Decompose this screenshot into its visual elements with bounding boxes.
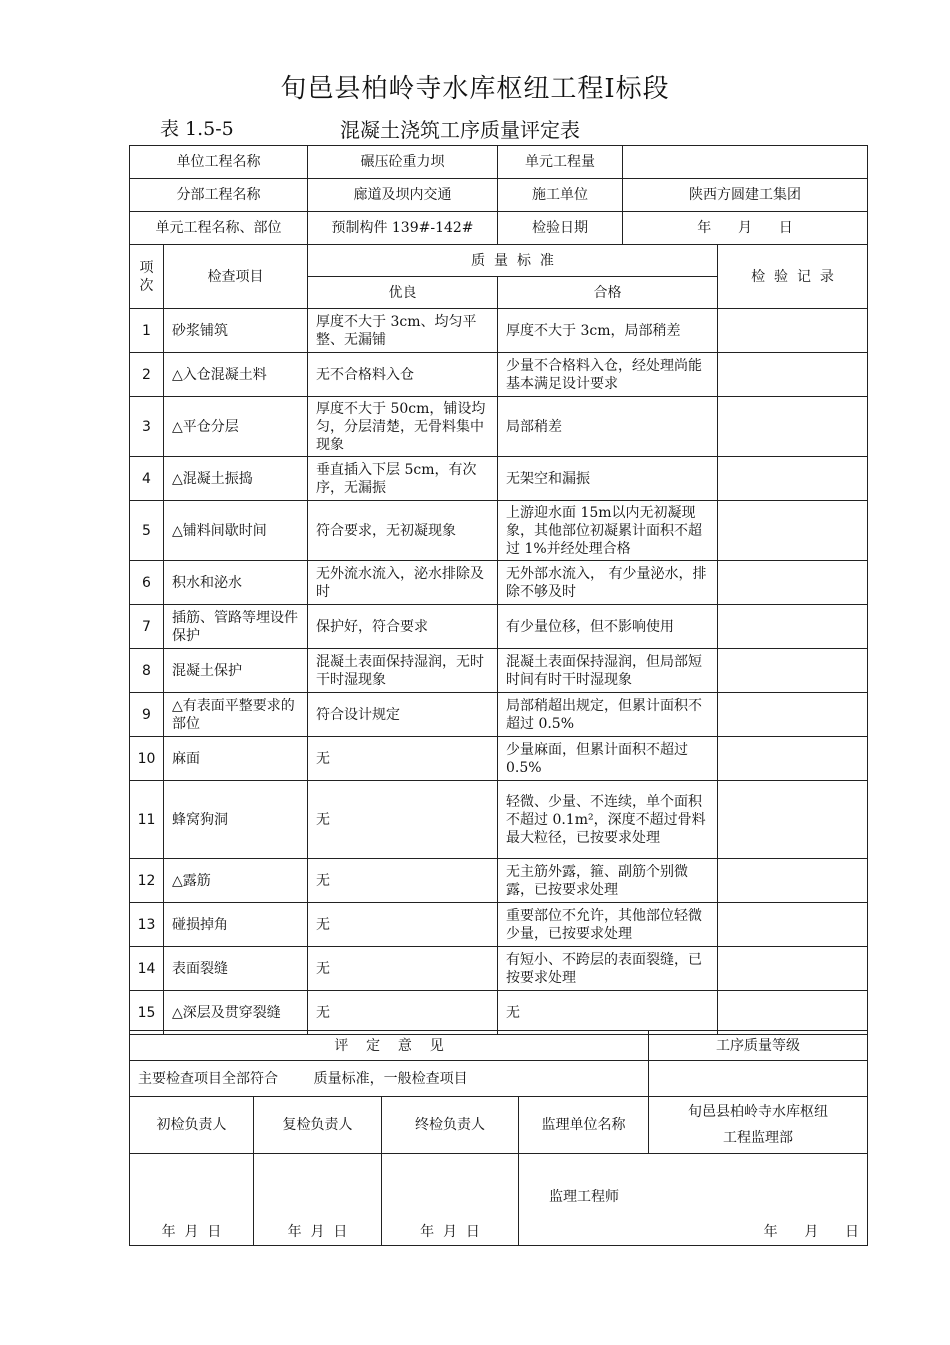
table-row	[130, 457, 868, 501]
row-excellent: 无	[308, 947, 498, 991]
first-inspector-date: 年 月 日	[130, 1154, 254, 1246]
row-excellent: 垂直插入下层 5cm，有次序，无漏振	[308, 457, 498, 501]
row-qualified: 有少量位移，但不影响使用	[498, 605, 718, 649]
row-excellent: 保护好，符合要求	[308, 605, 498, 649]
table-row	[130, 501, 868, 561]
grade-value	[649, 1061, 868, 1097]
row-record	[718, 859, 868, 903]
row-qualified: 少量麻面，但累计面积不超过 0.5%	[498, 737, 718, 781]
row-record	[718, 947, 868, 991]
row-record	[718, 991, 868, 1035]
final-inspector-date: 年 月 日	[382, 1154, 519, 1246]
row-excellent: 无	[308, 859, 498, 903]
row-qualified: 局部稍差	[498, 397, 718, 457]
row-no: 2	[130, 353, 164, 397]
supervisor-date: 年 月 日	[763, 1224, 860, 1240]
row-item: △有表面平整要求的部位	[164, 693, 308, 737]
quality-evaluation-table	[129, 145, 868, 1035]
row-excellent: 厚度不大于 3cm、均匀平整、无漏铺	[308, 309, 498, 353]
document-title: 旬邑县柏岭寺水库枢纽工程Ⅰ标段	[280, 74, 670, 104]
row-no: 10	[130, 737, 164, 781]
row-no: 4	[130, 457, 164, 501]
row-qualified: 混凝土表面保持湿润，但局部短时间有时干时湿现象	[498, 649, 718, 693]
col-item-header: 检查项目	[164, 245, 308, 309]
row-excellent: 符合设计规定	[308, 693, 498, 737]
row-item: 表面裂缝	[164, 947, 308, 991]
table-row	[130, 397, 868, 457]
row-no: 14	[130, 947, 164, 991]
row-item: 麻面	[164, 737, 308, 781]
row-excellent: 无	[308, 903, 498, 947]
col-no-header: 项次	[130, 245, 164, 309]
second-inspector-label: 复检负责人	[254, 1097, 382, 1154]
row-record	[718, 457, 868, 501]
row-record	[718, 309, 868, 353]
element-label: 单元工程名称、部位	[130, 212, 308, 245]
row-excellent: 厚度不大于 50cm，铺设均匀，分层清楚，无骨料集中现象	[308, 397, 498, 457]
row-qualified: 厚度不大于 3cm，局部稍差	[498, 309, 718, 353]
row-record	[718, 737, 868, 781]
unit-project-label: 单位工程名称	[130, 146, 308, 179]
supervisor-engineer-label: 监理工程师	[549, 1189, 619, 1205]
row-excellent: 无不合格料入仓	[308, 353, 498, 397]
row-qualified: 无主筋外露，箍、副筋个别微露，已按要求处理	[498, 859, 718, 903]
row-item: 蜂窝狗洞	[164, 781, 308, 859]
supervisor-unit-label: 监理单位名称	[519, 1097, 649, 1154]
row-qualified: 重要部位不允许，其他部位轻微少量，已按要求处理	[498, 903, 718, 947]
inspect-date-label: 检验日期	[498, 212, 623, 245]
table-row	[130, 991, 868, 1035]
row-no: 11	[130, 781, 164, 859]
col-excellent-header: 优良	[308, 277, 498, 309]
contractor-label: 施工单位	[498, 179, 623, 212]
grade-label: 工序质量等级	[649, 1031, 868, 1061]
row-excellent: 无	[308, 781, 498, 859]
supervisor-sign-cell	[519, 1154, 868, 1246]
table-row	[130, 693, 868, 737]
second-inspector-date: 年 月 日	[254, 1154, 382, 1246]
row-item: △深层及贯穿裂缝	[164, 991, 308, 1035]
opinion-label: 评 定 意 见	[130, 1031, 649, 1061]
row-record	[718, 781, 868, 859]
row-record	[718, 605, 868, 649]
row-qualified: 有短小、不跨层的表面裂缝，已按要求处理	[498, 947, 718, 991]
row-record	[718, 397, 868, 457]
table-row	[130, 903, 868, 947]
col-standard-header: 质 量 标 准	[308, 245, 718, 277]
row-item: △露筋	[164, 859, 308, 903]
table-number: 表 1.5-5	[160, 118, 234, 140]
row-no: 13	[130, 903, 164, 947]
row-qualified: 上游迎水面 15m以内无初凝现象，其他部位初凝累计面积不超过 1%并经处理合格	[498, 501, 718, 561]
table-row	[130, 859, 868, 903]
contractor-value: 陕西方圆建工集团	[623, 179, 868, 212]
row-item: △平仓分层	[164, 397, 308, 457]
table-row	[130, 561, 868, 605]
row-no: 15	[130, 991, 164, 1035]
row-excellent: 无	[308, 737, 498, 781]
row-item: 插筋、管路等埋设件保护	[164, 605, 308, 649]
table-row	[130, 605, 868, 649]
sub-project-value: 廊道及坝内交通	[308, 179, 498, 212]
row-item: 砂浆铺筑	[164, 309, 308, 353]
row-excellent: 无	[308, 991, 498, 1035]
row-no: 9	[130, 693, 164, 737]
row-qualified: 局部稍超出规定，但累计面积不超过 0.5%	[498, 693, 718, 737]
row-record	[718, 353, 868, 397]
row-excellent: 无外流水流入，泌水排除及时	[308, 561, 498, 605]
sub-project-label: 分部工程名称	[130, 179, 308, 212]
signature-table	[129, 1030, 868, 1246]
supervisor-unit-value	[649, 1097, 868, 1154]
row-record	[718, 693, 868, 737]
inspect-date-value: 年 月 日	[623, 212, 868, 245]
row-item: 碰损掉角	[164, 903, 308, 947]
row-qualified: 无外部水流入， 有少量泌水，排除不够及时	[498, 561, 718, 605]
row-qualified: 轻微、少量、不连续，单个面积不超过 0.1m²，深度不超过骨料最大粒径，已按要求处理	[498, 781, 718, 859]
row-no: 7	[130, 605, 164, 649]
row-excellent: 符合要求，无初凝现象	[308, 501, 498, 561]
table-row	[130, 353, 868, 397]
row-record	[718, 649, 868, 693]
row-item: △混凝土振捣	[164, 457, 308, 501]
first-inspector-label: 初检负责人	[130, 1097, 254, 1154]
table-row	[130, 947, 868, 991]
final-inspector-label: 终检负责人	[382, 1097, 519, 1154]
unit-quantity-label: 单元工程量	[498, 146, 623, 179]
unit-quantity-value	[623, 146, 868, 179]
unit-project-value: 碾压砼重力坝	[308, 146, 498, 179]
row-record	[718, 903, 868, 947]
row-qualified: 少量不合格料入仓，经处理尚能基本满足设计要求	[498, 353, 718, 397]
row-no: 6	[130, 561, 164, 605]
row-qualified: 无	[498, 991, 718, 1035]
row-item: △铺料间歇时间	[164, 501, 308, 561]
row-no: 12	[130, 859, 164, 903]
row-item: △入仓混凝土料	[164, 353, 308, 397]
row-qualified: 无架空和漏振	[498, 457, 718, 501]
row-no: 8	[130, 649, 164, 693]
table-row	[130, 309, 868, 353]
row-record	[718, 501, 868, 561]
row-no: 1	[130, 309, 164, 353]
row-no: 5	[130, 501, 164, 561]
table-name: 混凝土浇筑工序质量评定表	[340, 118, 580, 142]
table-row	[130, 649, 868, 693]
col-record-header: 检 验 记 录	[718, 245, 868, 309]
supervisor-unit-line2: 工程监理部	[723, 1130, 794, 1146]
table-row	[130, 781, 868, 859]
row-record	[718, 561, 868, 605]
element-value: 预制构件 139#-142#	[308, 212, 498, 245]
opinion-text: 主要检查项目全部符合 质量标准，一般检查项目	[130, 1061, 649, 1097]
row-item: 混凝土保护	[164, 649, 308, 693]
row-no: 3	[130, 397, 164, 457]
table-row	[130, 737, 868, 781]
col-qualified-header: 合格	[498, 277, 718, 309]
supervisor-unit-line1: 旬邑县柏岭寺水库枢纽	[688, 1104, 829, 1120]
row-excellent: 混凝土表面保持湿润，无时干时湿现象	[308, 649, 498, 693]
row-item: 积水和泌水	[164, 561, 308, 605]
